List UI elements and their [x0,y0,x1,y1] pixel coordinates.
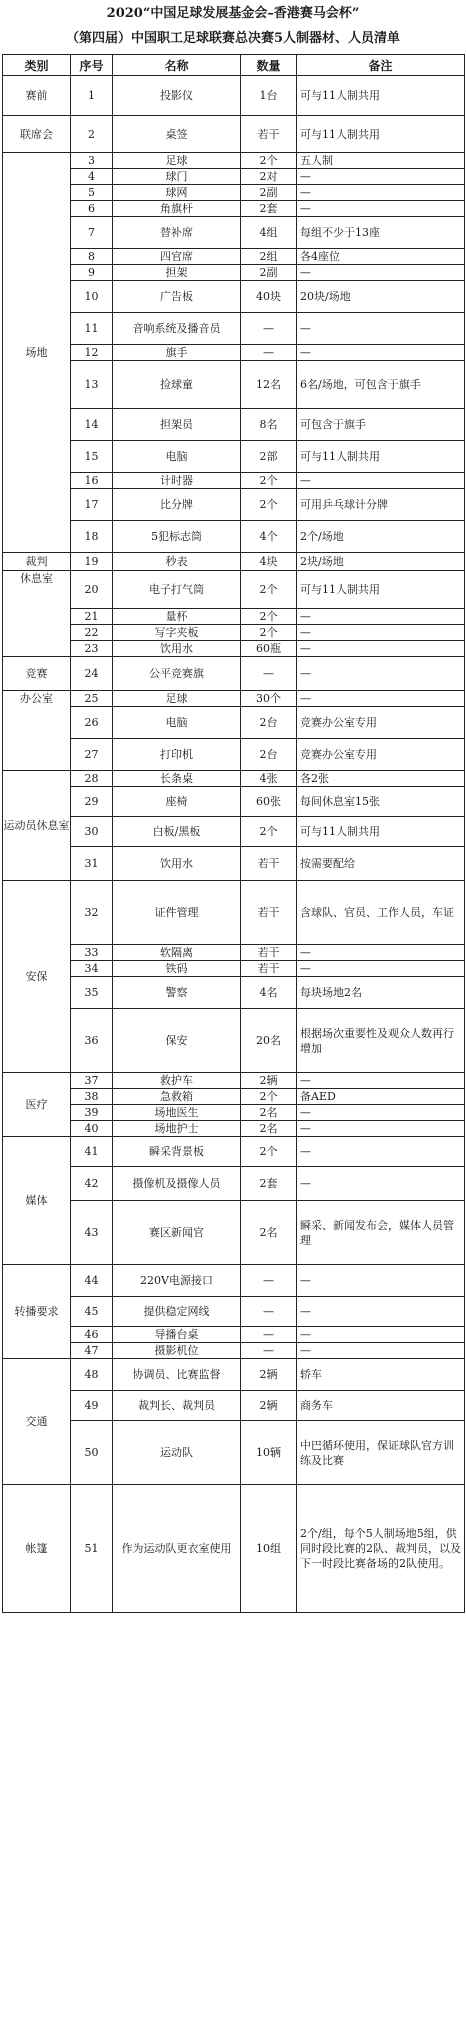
item-note: 可与11人制共用 [297,76,465,116]
item-name: 赛区新闻官 [113,1201,241,1265]
table-row [3,1009,465,1073]
item-note: 6名/场地，可包含于旗手 [297,361,465,409]
item-quantity: 2台 [241,739,297,771]
item-quantity: — [241,1265,297,1297]
item-quantity: 2个 [241,625,297,641]
item-quantity: 2个 [241,489,297,521]
table-row [3,169,465,185]
table-row [3,281,465,313]
item-quantity: 2个 [241,571,297,609]
item-note: 2块/场地 [297,553,465,571]
table-row [3,625,465,641]
item-number: 26 [71,707,113,739]
item-quantity: 2对 [241,169,297,185]
item-name: 摄影机位 [113,1343,241,1359]
category-label: 办公室 [20,692,53,705]
item-quantity: 30个 [241,691,297,707]
item-number: 15 [71,441,113,473]
item-quantity: 2个 [241,473,297,489]
item-quantity: 40块 [241,281,297,313]
item-number: 38 [71,1089,113,1105]
table-row [3,409,465,441]
item-quantity: 60瓶 [241,641,297,657]
item-name: 写字夹板 [113,625,241,641]
item-quantity: 若干 [241,847,297,881]
category-cell [3,1073,71,1137]
category-label: 场地 [25,346,48,359]
item-note: 商务车 [297,1391,465,1421]
item-number: 31 [71,847,113,881]
item-name: 公平竞赛旗 [113,657,241,691]
item-number: 9 [71,265,113,281]
item-number: 3 [71,153,113,169]
item-note: 备AED [297,1089,465,1105]
item-number: 4 [71,169,113,185]
table-row [3,201,465,217]
item-note: — [297,691,465,707]
item-name: 替补席 [113,217,241,249]
item-name: 导播台桌 [113,1327,241,1343]
item-name: 电脑 [113,441,241,473]
category-label: 休息室 [20,572,53,585]
table-row [3,787,465,817]
item-note: 可用乒乓球计分牌 [297,489,465,521]
document-subtitle: （第四届）中国职工足球联赛总决赛5人制器材、人员清单 [65,31,401,46]
category-cell [3,553,71,571]
item-note: 各2张 [297,771,465,787]
category-label: 竞赛 [25,667,48,680]
table-row [3,961,465,977]
item-note: — [297,313,465,345]
item-number: 30 [71,817,113,847]
category-label: 联席会 [20,127,53,141]
category-label: 裁判 [25,555,48,568]
table-row [3,489,465,521]
item-quantity: 4组 [241,217,297,249]
item-note: 中巴循环使用，保证球队官方训练及比赛 [297,1421,465,1485]
item-quantity: 2个 [241,817,297,847]
table-header-row [3,55,465,76]
category-label: 赛前 [25,89,48,102]
item-quantity: 4个 [241,521,297,553]
item-number: 44 [71,1265,113,1297]
category-label: 交通 [25,1415,48,1428]
item-note: 可与11人制共用 [297,817,465,847]
item-note: 竞赛办公室专用 [297,739,465,771]
item-note: — [297,1073,465,1089]
item-name: 裁判长、裁判员 [113,1391,241,1421]
column-header-number: 序号 [71,55,113,76]
item-quantity: 10组 [241,1485,297,1613]
category-label: 安保 [25,970,48,983]
item-note: 各4座位 [297,249,465,265]
table-row [3,707,465,739]
item-quantity: 若干 [241,961,297,977]
item-name: 保安 [113,1009,241,1073]
table-row [3,313,465,345]
item-name: 音响系统及播音员 [113,313,241,345]
item-note: 竞赛办公室专用 [297,707,465,739]
item-name: 四官席 [113,249,241,265]
item-note: 2个/组，每个5人制场地5组，供同时段比赛的2队、裁判员，以及下一时段比赛备场的2队使用。 [297,1485,465,1613]
item-quantity: 2个 [241,153,297,169]
item-number: 51 [71,1485,113,1613]
category-label: 媒体 [25,1194,48,1207]
item-note: 可与11人制共用 [297,441,465,473]
item-name: 电子打气筒 [113,571,241,609]
item-note: — [297,201,465,217]
item-number: 40 [71,1121,113,1137]
table-row [3,265,465,281]
item-number: 50 [71,1421,113,1485]
item-number: 13 [71,361,113,409]
item-quantity: 2辆 [241,1391,297,1421]
item-quantity: 2组 [241,249,297,265]
item-name: 运动队 [113,1421,241,1485]
item-note: — [297,625,465,641]
table-row [3,881,465,945]
item-quantity: 2个 [241,1089,297,1105]
item-quantity: 2名 [241,1121,297,1137]
item-quantity: — [241,657,297,691]
item-number: 32 [71,881,113,945]
item-quantity: 1台 [241,76,297,116]
item-number: 46 [71,1327,113,1343]
item-number: 43 [71,1201,113,1265]
item-name: 5犯标志筒 [113,521,241,553]
item-number: 11 [71,313,113,345]
item-quantity: 8名 [241,409,297,441]
category-cell [3,657,71,691]
item-number: 42 [71,1167,113,1201]
item-number: 2 [71,116,113,153]
category-cell [3,1485,71,1613]
item-note: 轿车 [297,1359,465,1391]
table-row [3,473,465,489]
item-quantity: 若干 [241,116,297,153]
item-name: 桌签 [113,116,241,153]
item-name: 角旗杆 [113,201,241,217]
item-note: — [297,1121,465,1137]
item-note: — [297,1343,465,1359]
item-number: 41 [71,1137,113,1167]
item-number: 10 [71,281,113,313]
item-name: 球网 [113,185,241,201]
item-note: — [297,1265,465,1297]
item-name: 铁码 [113,961,241,977]
item-note: 每组不少于13座 [297,217,465,249]
item-number: 36 [71,1009,113,1073]
item-note: 含球队、官员、工作人员，车证 [297,881,465,945]
item-name: 白板/黑板 [113,817,241,847]
table-row [3,641,465,657]
item-number: 48 [71,1359,113,1391]
table-row [3,771,465,787]
table-row [3,1167,465,1201]
table-row [3,847,465,881]
table-row [3,1073,465,1089]
item-quantity: 若干 [241,945,297,961]
table-row [3,571,465,609]
item-quantity: 2名 [241,1201,297,1265]
item-quantity: 2辆 [241,1073,297,1089]
item-number: 39 [71,1105,113,1121]
item-name: 协调员、比赛监督 [113,1359,241,1391]
item-name: 座椅 [113,787,241,817]
item-name: 软隔离 [113,945,241,961]
item-number: 16 [71,473,113,489]
column-header-quantity: 数量 [241,55,297,76]
table-row [3,609,465,625]
table-row [3,1297,465,1327]
item-note: — [297,473,465,489]
item-name: 计时器 [113,473,241,489]
item-number: 33 [71,945,113,961]
item-number: 5 [71,185,113,201]
item-name: 量杯 [113,609,241,625]
item-number: 1 [71,76,113,116]
item-note: — [297,345,465,361]
item-quantity: — [241,345,297,361]
item-number: 37 [71,1073,113,1089]
item-name: 急救箱 [113,1089,241,1105]
item-name: 足球 [113,153,241,169]
item-name: 救护车 [113,1073,241,1089]
item-quantity: 60张 [241,787,297,817]
table-row [3,657,465,691]
category-cell [3,571,71,657]
item-name: 足球 [113,691,241,707]
item-number: 22 [71,625,113,641]
item-number: 49 [71,1391,113,1421]
item-note: — [297,1327,465,1343]
category-cell [3,881,71,1073]
table-row [3,553,465,571]
item-note: 可包含于旗手 [297,409,465,441]
item-quantity: — [241,1297,297,1327]
item-name: 场地医生 [113,1105,241,1121]
table-row [3,1343,465,1359]
document-title: 2020“中国足球发展基金会–香港赛马会杯” [106,6,360,21]
item-number: 25 [71,691,113,707]
item-quantity: 2副 [241,265,297,281]
item-note: — [297,169,465,185]
table-row [3,1421,465,1485]
item-note: — [297,657,465,691]
item-note: — [297,641,465,657]
table-row [3,1089,465,1105]
item-number: 12 [71,345,113,361]
table-row [3,345,465,361]
item-number: 17 [71,489,113,521]
item-quantity: — [241,1343,297,1359]
item-name: 秒表 [113,553,241,571]
item-quantity: 2套 [241,1167,297,1201]
item-note: — [297,945,465,961]
item-quantity: — [241,1327,297,1343]
table-row [3,1137,465,1167]
item-name: 瞬采背景板 [113,1137,241,1167]
table-row [3,76,465,116]
item-note: 五人制 [297,153,465,169]
category-label: 运动员休息室 [3,819,70,832]
item-quantity: 20名 [241,1009,297,1073]
item-quantity: 2套 [241,201,297,217]
item-quantity: 4张 [241,771,297,787]
table-row [3,1327,465,1343]
item-note: — [297,185,465,201]
item-number: 35 [71,977,113,1009]
table-row [3,1265,465,1297]
category-cell [3,153,71,553]
item-number: 45 [71,1297,113,1327]
item-note: — [297,961,465,977]
table-row [3,249,465,265]
item-quantity: 2台 [241,707,297,739]
item-name: 广告板 [113,281,241,313]
item-number: 19 [71,553,113,571]
item-number: 47 [71,1343,113,1359]
item-note: 每块场地2名 [297,977,465,1009]
item-name: 长条桌 [113,771,241,787]
item-number: 20 [71,571,113,609]
item-name: 摄像机及摄像人员 [113,1167,241,1201]
item-number: 7 [71,217,113,249]
table-row [3,153,465,169]
item-name: 证件管理 [113,881,241,945]
item-note: 20块/场地 [297,281,465,313]
category-cell [3,1137,71,1265]
item-quantity: 4块 [241,553,297,571]
table-row [3,361,465,409]
category-label: 转播要求 [14,1305,59,1318]
item-note: 可与11人制共用 [297,571,465,609]
category-label: 帐篷 [25,1542,48,1555]
item-quantity: 若干 [241,881,297,945]
item-number: 8 [71,249,113,265]
item-number: 23 [71,641,113,657]
item-name: 提供稳定网线 [113,1297,241,1327]
category-cell [3,1265,71,1359]
table-row [3,945,465,961]
item-quantity: — [241,313,297,345]
item-name: 220V电源接口 [113,1265,241,1297]
item-name: 饮用水 [113,641,241,657]
table-row [3,1485,465,1613]
table-row [3,1121,465,1137]
item-note: — [297,1297,465,1327]
item-name: 担架 [113,265,241,281]
item-quantity: 12名 [241,361,297,409]
table-row [3,977,465,1009]
item-name: 担架员 [113,409,241,441]
category-cell [3,1359,71,1485]
column-header-note: 备注 [297,55,465,76]
item-quantity: 2部 [241,441,297,473]
item-note: 按需要配给 [297,847,465,881]
item-number: 6 [71,201,113,217]
column-header-category: 类别 [3,55,71,76]
item-quantity: 10辆 [241,1421,297,1485]
table-row [3,116,465,153]
item-note: — [297,609,465,625]
category-cell [3,76,71,116]
item-number: 29 [71,787,113,817]
item-name: 警察 [113,977,241,1009]
table-row [3,1105,465,1121]
category-label: 医疗 [25,1098,48,1111]
table-row [3,1359,465,1391]
category-cell [3,691,71,771]
item-note: — [297,265,465,281]
item-number: 34 [71,961,113,977]
item-note: — [297,1105,465,1121]
item-quantity: 2名 [241,1105,297,1121]
item-name: 投影仪 [113,76,241,116]
table-row [3,739,465,771]
item-name: 捡球童 [113,361,241,409]
table-body [3,76,465,1613]
table-row [3,185,465,201]
item-name: 球门 [113,169,241,185]
item-quantity: 2个 [241,1137,297,1167]
item-name: 旗手 [113,345,241,361]
table-row [3,1391,465,1421]
column-header-name: 名称 [113,55,241,76]
item-name: 饮用水 [113,847,241,881]
item-note: 瞬采、新闻发布会，媒体人员管理 [297,1201,465,1265]
table-row [3,817,465,847]
item-number: 27 [71,739,113,771]
table-row [3,1201,465,1265]
item-name: 打印机 [113,739,241,771]
item-note: 2个/场地 [297,521,465,553]
item-number: 18 [71,521,113,553]
item-number: 21 [71,609,113,625]
table-row [3,691,465,707]
item-note: 可与11人制共用 [297,116,465,153]
item-name: 场地护士 [113,1121,241,1137]
equipment-table [2,54,465,1613]
category-cell [3,771,71,881]
item-note: — [297,1167,465,1201]
item-note: 根据场次重要性及观众人数再行增加 [297,1009,465,1073]
item-quantity: 2个 [241,609,297,625]
category-cell [3,116,71,153]
item-note: 每间休息室15张 [297,787,465,817]
table-row [3,521,465,553]
item-number: 24 [71,657,113,691]
item-number: 28 [71,771,113,787]
item-quantity: 2辆 [241,1359,297,1391]
item-note: — [297,1137,465,1167]
item-quantity: 2副 [241,185,297,201]
item-name: 电脑 [113,707,241,739]
item-name: 作为运动队更衣室使用 [113,1485,241,1613]
item-quantity: 4名 [241,977,297,1009]
item-name: 比分牌 [113,489,241,521]
item-number: 14 [71,409,113,441]
table-row [3,441,465,473]
table-row [3,217,465,249]
